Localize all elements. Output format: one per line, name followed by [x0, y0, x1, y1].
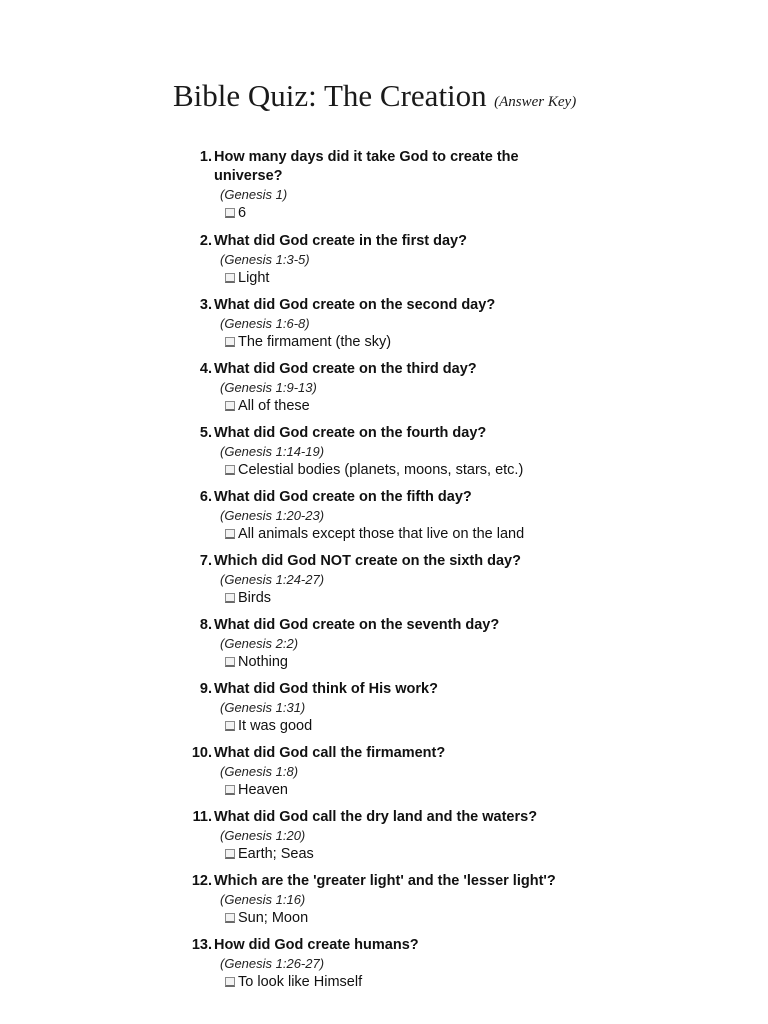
checkbox-icon	[225, 657, 235, 667]
question-reference: (Genesis 2:2)	[220, 636, 299, 651]
checkbox-icon	[225, 785, 235, 795]
question-number: 5.	[199, 425, 212, 441]
question-text: Which are the 'greater light' and the 'lesser light'?	[214, 873, 556, 889]
question-text: What did God create on the second day?	[214, 297, 496, 313]
title-main: Bible Quiz: The Creation	[173, 78, 487, 113]
answer-text: To look like Himself	[238, 974, 363, 990]
question-reference: (Genesis 1:8)	[220, 764, 299, 779]
question-reference: (Genesis 1:9-13)	[220, 380, 317, 395]
question-reference: (Genesis 1:26-27)	[220, 956, 325, 971]
checkbox-icon	[225, 593, 235, 603]
checkbox-icon	[225, 913, 235, 923]
question-answer	[225, 397, 310, 415]
quiz-question	[0, 616, 768, 680]
question-number: 1.	[199, 149, 212, 165]
question-text: What did God create on the fourth day?	[214, 425, 487, 441]
question-answer	[225, 525, 524, 543]
question-text: What did God create in the first day?	[214, 233, 467, 249]
quiz-question	[0, 552, 768, 616]
question-reference: (Genesis 1:14-19)	[220, 444, 325, 459]
question-reference: (Genesis 1:24-27)	[220, 572, 325, 587]
quiz-question	[0, 488, 768, 552]
question-text: What did God think of His work?	[214, 681, 438, 697]
question-number: 13.	[191, 937, 212, 953]
question-answer	[225, 973, 362, 991]
question-answer	[225, 781, 288, 799]
answer-text: All of these	[238, 398, 310, 414]
quiz-question	[0, 296, 768, 360]
answer-text: Birds	[238, 590, 272, 606]
checkbox-icon	[225, 337, 235, 347]
question-reference: (Genesis 1)	[220, 187, 288, 202]
quiz-question	[0, 424, 768, 488]
answer-text: 6	[238, 205, 247, 221]
question-text: What did God create on the fifth day?	[214, 489, 472, 505]
question-reference: (Genesis 1:31)	[220, 700, 306, 715]
answer-text: Nothing	[238, 654, 288, 670]
question-answer	[225, 333, 391, 351]
question-reference: (Genesis 1:20-23)	[220, 508, 325, 523]
checkbox-icon	[225, 401, 235, 411]
question-number: 4.	[199, 361, 212, 377]
question-number: 6.	[199, 489, 212, 505]
answer-text: Light	[238, 270, 270, 286]
question-text: What did God create on the seventh day?	[214, 617, 500, 633]
question-text: What did God call the firmament?	[214, 745, 446, 761]
question-number: 8.	[199, 617, 212, 633]
question-answer	[225, 204, 246, 222]
question-answer	[225, 845, 314, 863]
question-text: How did God create humans?	[214, 937, 419, 953]
answer-text: Celestial bodies (planets, moons, stars, etc.)	[238, 462, 524, 478]
quiz-question	[0, 148, 768, 232]
question-reference: (Genesis 1:16)	[220, 892, 306, 907]
question-number: 12.	[191, 873, 212, 889]
quiz-list	[0, 148, 768, 1000]
question-text: What did God call the dry land and the waters?	[214, 809, 538, 825]
quiz-question	[0, 936, 768, 1000]
question-reference: (Genesis 1:6-8)	[220, 316, 310, 331]
title-subtitle: (Answer Key)	[494, 94, 577, 110]
question-number: 11.	[192, 809, 212, 825]
question-answer	[225, 653, 288, 671]
question-number: 2.	[199, 233, 212, 249]
question-reference: (Genesis 1:20)	[220, 828, 306, 843]
question-reference: (Genesis 1:3-5)	[220, 252, 310, 267]
checkbox-icon	[225, 529, 235, 539]
question-number: 3.	[199, 297, 212, 313]
question-number: 9.	[199, 681, 212, 697]
answer-text: All animals except those that live on the land	[238, 526, 525, 542]
question-text: Which did God NOT create on the sixth day?	[214, 553, 521, 569]
page-title	[173, 78, 576, 114]
checkbox-icon	[225, 208, 235, 218]
question-text: What did God create on the third day?	[214, 361, 477, 377]
quiz-question	[0, 360, 768, 424]
question-number: 10.	[191, 745, 212, 761]
checkbox-icon	[225, 849, 235, 859]
question-number: 7.	[199, 553, 212, 569]
answer-text: Sun; Moon	[238, 910, 309, 926]
question-answer	[225, 461, 523, 479]
quiz-question	[0, 680, 768, 744]
quiz-question	[0, 744, 768, 808]
question-answer	[225, 269, 269, 287]
quiz-question	[0, 808, 768, 872]
answer-text: Earth; Seas	[238, 846, 314, 862]
checkbox-icon	[225, 465, 235, 475]
checkbox-icon	[225, 721, 235, 731]
question-answer	[225, 909, 308, 927]
quiz-question	[0, 872, 768, 936]
answer-text: The firmament (the sky)	[238, 334, 392, 350]
question-answer	[225, 589, 271, 607]
answer-text: It was good	[238, 718, 313, 734]
answer-text: Heaven	[238, 782, 288, 798]
question-answer	[225, 717, 312, 735]
question-text: How many days did it take God to create the universe?	[214, 149, 519, 184]
checkbox-icon	[225, 273, 235, 283]
checkbox-icon	[225, 977, 235, 987]
quiz-question	[0, 232, 768, 296]
